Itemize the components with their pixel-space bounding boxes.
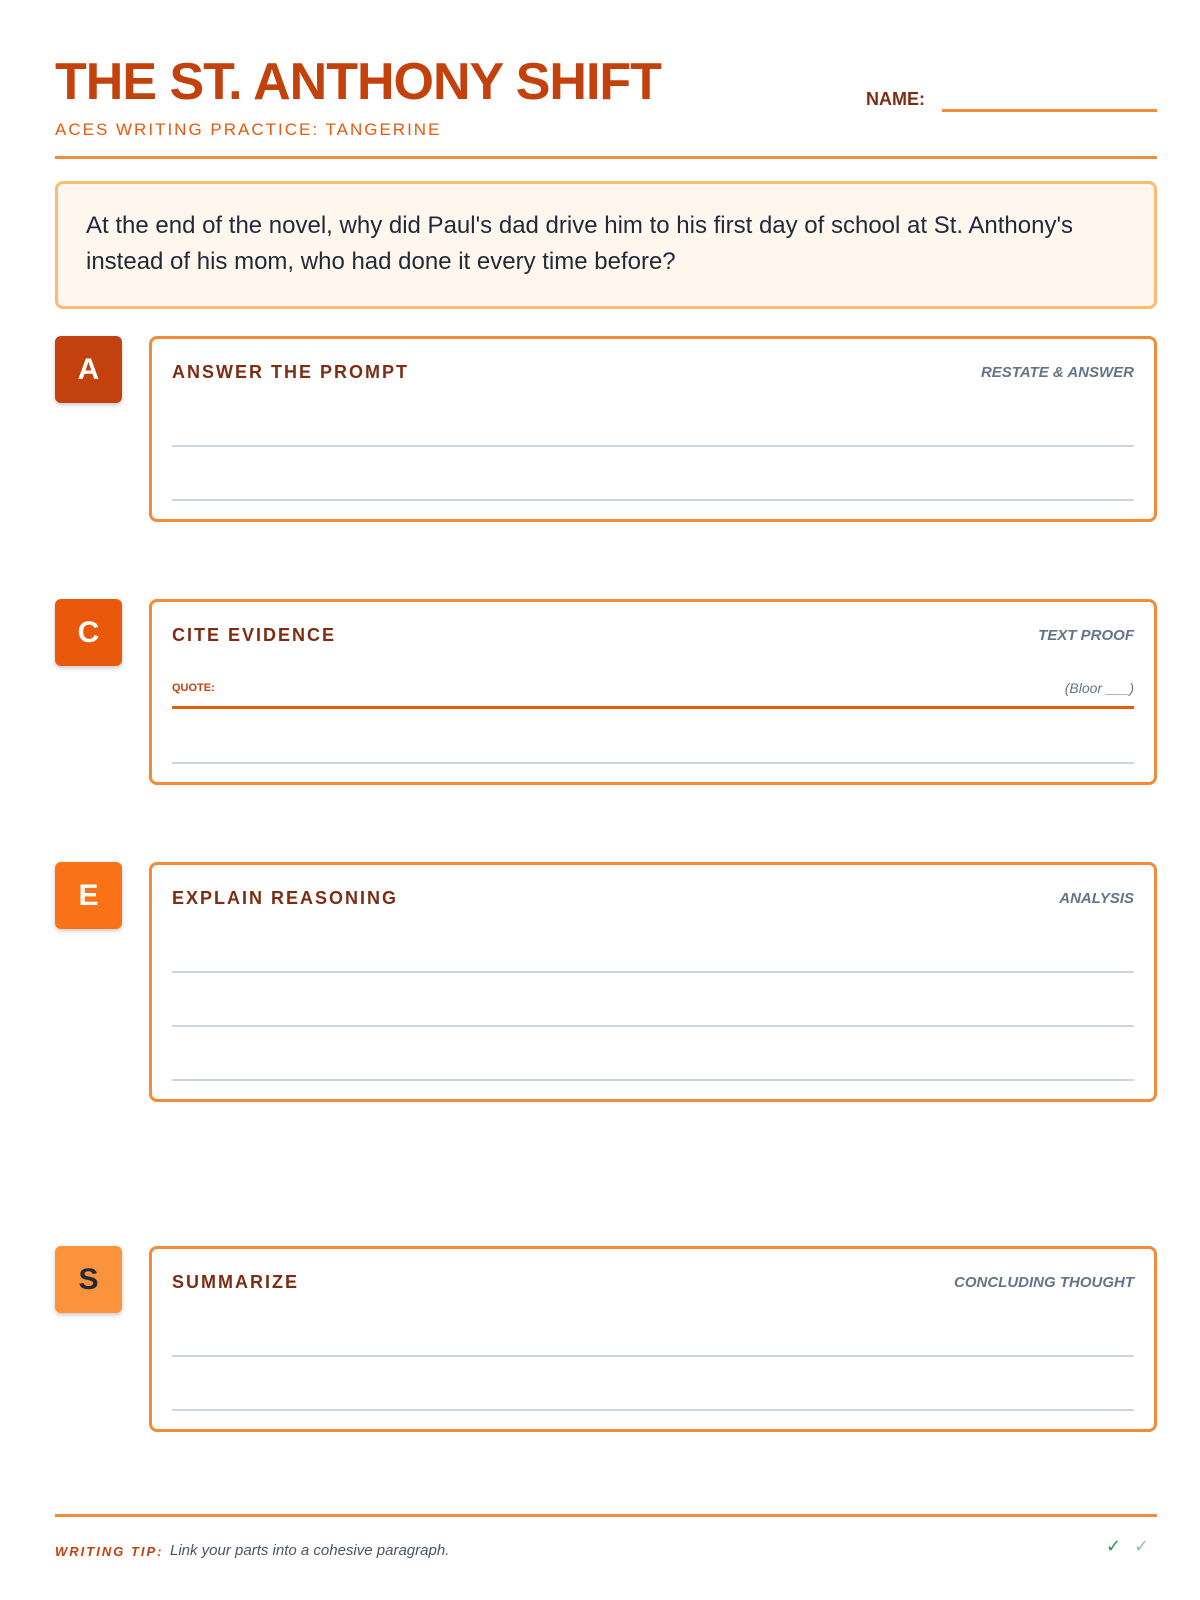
worksheet-subtitle: ACES WRITING PRACTICE: TANGERINE	[55, 120, 442, 139]
summary-writing-line-1[interactable]	[172, 1355, 1134, 1357]
footer-divider	[55, 1514, 1157, 1517]
section-s-badge: S	[55, 1246, 122, 1313]
answer-prompt-tag: RESTATE & ANSWER	[980, 364, 1134, 381]
reasoning-writing-line-3[interactable]	[172, 1079, 1134, 1081]
summarize-tag: CONCLUDING THOUGHT	[954, 1274, 1134, 1291]
explain-reasoning-card	[149, 862, 1157, 1102]
section-e-badge: E	[55, 862, 122, 929]
quote-label: QUOTE:	[172, 682, 215, 694]
answer-writing-line-2[interactable]	[172, 499, 1134, 501]
summarize-title: SUMMARIZE	[172, 1272, 299, 1292]
worksheet-title: THE ST. ANTHONY SHIFT	[55, 53, 661, 111]
name-field[interactable]	[942, 109, 1157, 112]
header-divider	[55, 156, 1157, 159]
writing-tip-text: Link your parts into a cohesive paragraph.	[170, 1542, 450, 1559]
cite-evidence-card	[149, 599, 1157, 785]
explain-reasoning-title: EXPLAIN REASONING	[172, 888, 399, 908]
answer-writing-line-1[interactable]	[172, 445, 1134, 447]
prompt-text: At the end of the novel, why did Paul's dad drive him to his first day of school at St. Anthony's instead of his mom, who had done it every time before?	[86, 212, 1074, 275]
cite-evidence-tag: TEXT PROOF	[1038, 627, 1134, 644]
cite-evidence-title: CITE EVIDENCE	[172, 625, 337, 645]
prompt-box	[55, 181, 1157, 309]
quote-writing-line[interactable]	[172, 706, 1134, 709]
check-icon-faded: ✓	[1134, 1536, 1150, 1556]
reasoning-writing-line-2[interactable]	[172, 1025, 1134, 1027]
answer-prompt-title: ANSWER THE PROMPT	[172, 362, 410, 382]
summary-writing-line-2[interactable]	[172, 1409, 1134, 1411]
check-icon: ✓	[1106, 1536, 1122, 1556]
answer-prompt-card	[149, 336, 1157, 522]
name-label: NAME:	[866, 89, 925, 109]
quote-citation: (Bloor ___)	[1064, 680, 1134, 696]
evidence-writing-line[interactable]	[172, 762, 1134, 764]
section-a-badge: A	[55, 336, 122, 403]
writing-tip-label: WRITING TIP:	[55, 1544, 164, 1559]
summarize-card	[149, 1246, 1157, 1432]
explain-reasoning-tag: ANALYSIS	[1059, 890, 1134, 907]
section-c-badge: C	[55, 599, 122, 666]
reasoning-writing-line-1[interactable]	[172, 971, 1134, 973]
